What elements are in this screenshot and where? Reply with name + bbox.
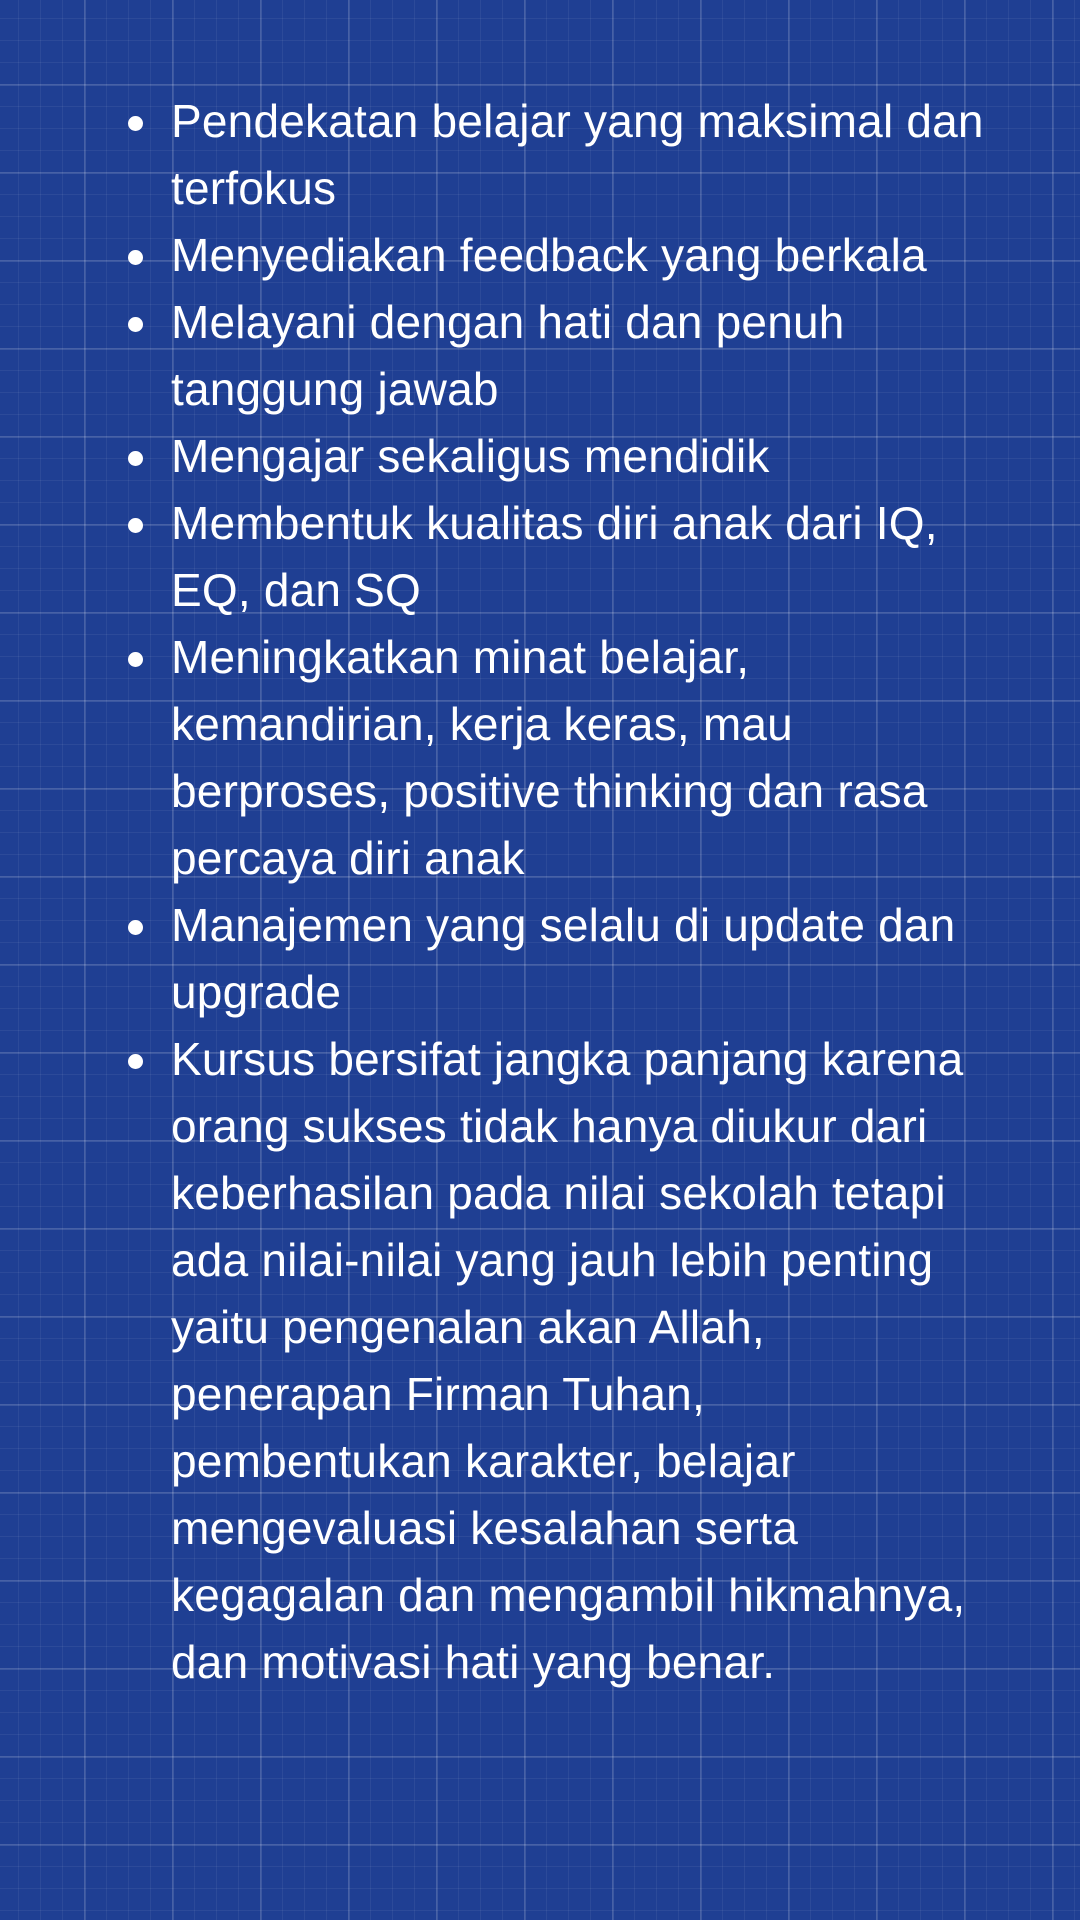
- bullet-icon: [128, 920, 143, 935]
- list-item: [128, 423, 988, 490]
- list-item: [128, 289, 988, 423]
- bullet-icon: [128, 518, 143, 533]
- list-item: [128, 624, 988, 892]
- feature-list-container: [128, 88, 988, 1696]
- list-item-text: Kursus bersifat jangka panjang karena orang sukses tidak hanya diukur dari keberhasilan pada nilai sekolah tetapi ada nilai-nilai yang jauh lebih penting yaitu pengenalan akan Allah, penerapan Firman Tuhan, pembentukan karakter, belajar mengevaluasi kesalahan serta kegagalan dan mengambil hikmahnya, dan motivasi hati yang benar.: [171, 1033, 966, 1688]
- feature-list: [128, 88, 988, 1696]
- list-item-text: Pendekatan belajar yang maksimal dan terfokus: [171, 95, 984, 214]
- list-item: [128, 222, 988, 289]
- bullet-icon: [128, 451, 143, 466]
- list-item-text: Menyediakan feedback yang berkala: [171, 229, 927, 281]
- bullet-icon: [128, 1054, 143, 1069]
- list-item: [128, 490, 988, 624]
- list-item-text: Meningkatkan minat belajar, kemandirian, kerja keras, mau berproses, positive thinking dan rasa percaya diri anak: [171, 631, 928, 884]
- list-item-text: Manajemen yang selalu di update dan upgrade: [171, 899, 956, 1018]
- bullet-icon: [128, 317, 143, 332]
- list-item-text: Melayani dengan hati dan penuh tanggung jawab: [171, 296, 845, 415]
- list-item: [128, 892, 988, 1026]
- bullet-icon: [128, 116, 143, 131]
- list-item-text: Membentuk kualitas diri anak dari IQ, EQ, dan SQ: [171, 497, 938, 616]
- bullet-icon: [128, 250, 143, 265]
- list-item: [128, 1026, 988, 1696]
- bullet-icon: [128, 652, 143, 667]
- list-item-text: Mengajar sekaligus mendidik: [171, 430, 770, 482]
- list-item: [128, 88, 988, 222]
